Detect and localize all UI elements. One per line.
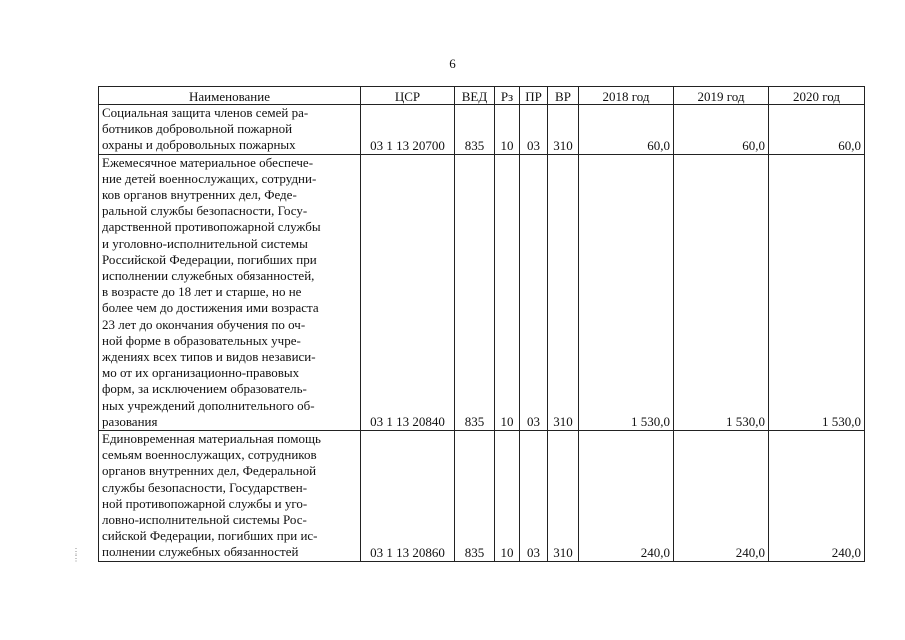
row-rz: 10: [495, 105, 520, 155]
header-rz: Рз: [495, 87, 520, 105]
header-ved: ВЕД: [455, 87, 495, 105]
header-2019: 2019 год: [674, 87, 769, 105]
row-csr: 03 1 13 20860: [361, 431, 455, 562]
row-pr: 03: [520, 154, 548, 430]
row-2018: 1 530,0: [579, 154, 674, 430]
row-csr: 03 1 13 20700: [361, 105, 455, 155]
row-2018: 240,0: [579, 431, 674, 562]
row-2018: 60,0: [579, 105, 674, 155]
row-vr: 310: [548, 154, 579, 430]
table-row: [99, 105, 865, 155]
table-row: [99, 154, 865, 430]
row-name: Единовременная материальная помощь семьям военнослужащих, сотрудников органов внутренних дел, Федеральной службы безопасности, Государствен- ной противопожарной службы и уго- ловно-исполнительной системы Рос- сийской Федерации, погибших при ис- полнении служебных обязанностей: [99, 431, 361, 562]
header-pr: ПР: [520, 87, 548, 105]
row-vr: 310: [548, 105, 579, 155]
row-ved: 835: [455, 431, 495, 562]
row-2019: 60,0: [674, 105, 769, 155]
row-2020: 240,0: [769, 431, 865, 562]
table-row: [99, 431, 865, 562]
row-name: Социальная защита членов семей ра- ботников добровольной пожарной охраны и добровольных пожарных: [99, 105, 361, 155]
row-ved: 835: [455, 105, 495, 155]
page-number: 6: [449, 56, 456, 71]
row-rz: 10: [495, 431, 520, 562]
header-vr: ВР: [548, 87, 579, 105]
row-2019: 1 530,0: [674, 154, 769, 430]
budget-table: [98, 86, 865, 562]
row-pr: 03: [520, 431, 548, 562]
row-2020: 1 530,0: [769, 154, 865, 430]
margin-scan-marks: ⋮ ⋮: [72, 547, 80, 563]
row-2019: 240,0: [674, 431, 769, 562]
row-rz: 10: [495, 154, 520, 430]
row-pr: 03: [520, 105, 548, 155]
header-2018: 2018 год: [579, 87, 674, 105]
row-csr: 03 1 13 20840: [361, 154, 455, 430]
header-2020: 2020 год: [769, 87, 865, 105]
header-name: Наименование: [99, 87, 361, 105]
row-vr: 310: [548, 431, 579, 562]
row-2020: 60,0: [769, 105, 865, 155]
row-ved: 835: [455, 154, 495, 430]
header-csr: ЦСР: [361, 87, 455, 105]
table-header-row: [99, 87, 865, 105]
row-name: Ежемесячное материальное обеспече- ние детей военнослужащих, сотрудни- ков органов внутренних дел, Феде- ральной службы безопасности, Госу- дарственной противопожарной службы и уголовно-исполнительной системы Российской Федерации, погибших при исполнении служебных обязанностей, в возрасте до 18 лет и старше, но не более чем до достижения ими возраста 23 лет до окончания обучения по оч- ной форме в образовательных учре- ждениях всех типов и видов независи- мо от их организационно-правовых форм, за исключением образователь- ных учреждений дополнительного об- разования: [99, 154, 361, 430]
